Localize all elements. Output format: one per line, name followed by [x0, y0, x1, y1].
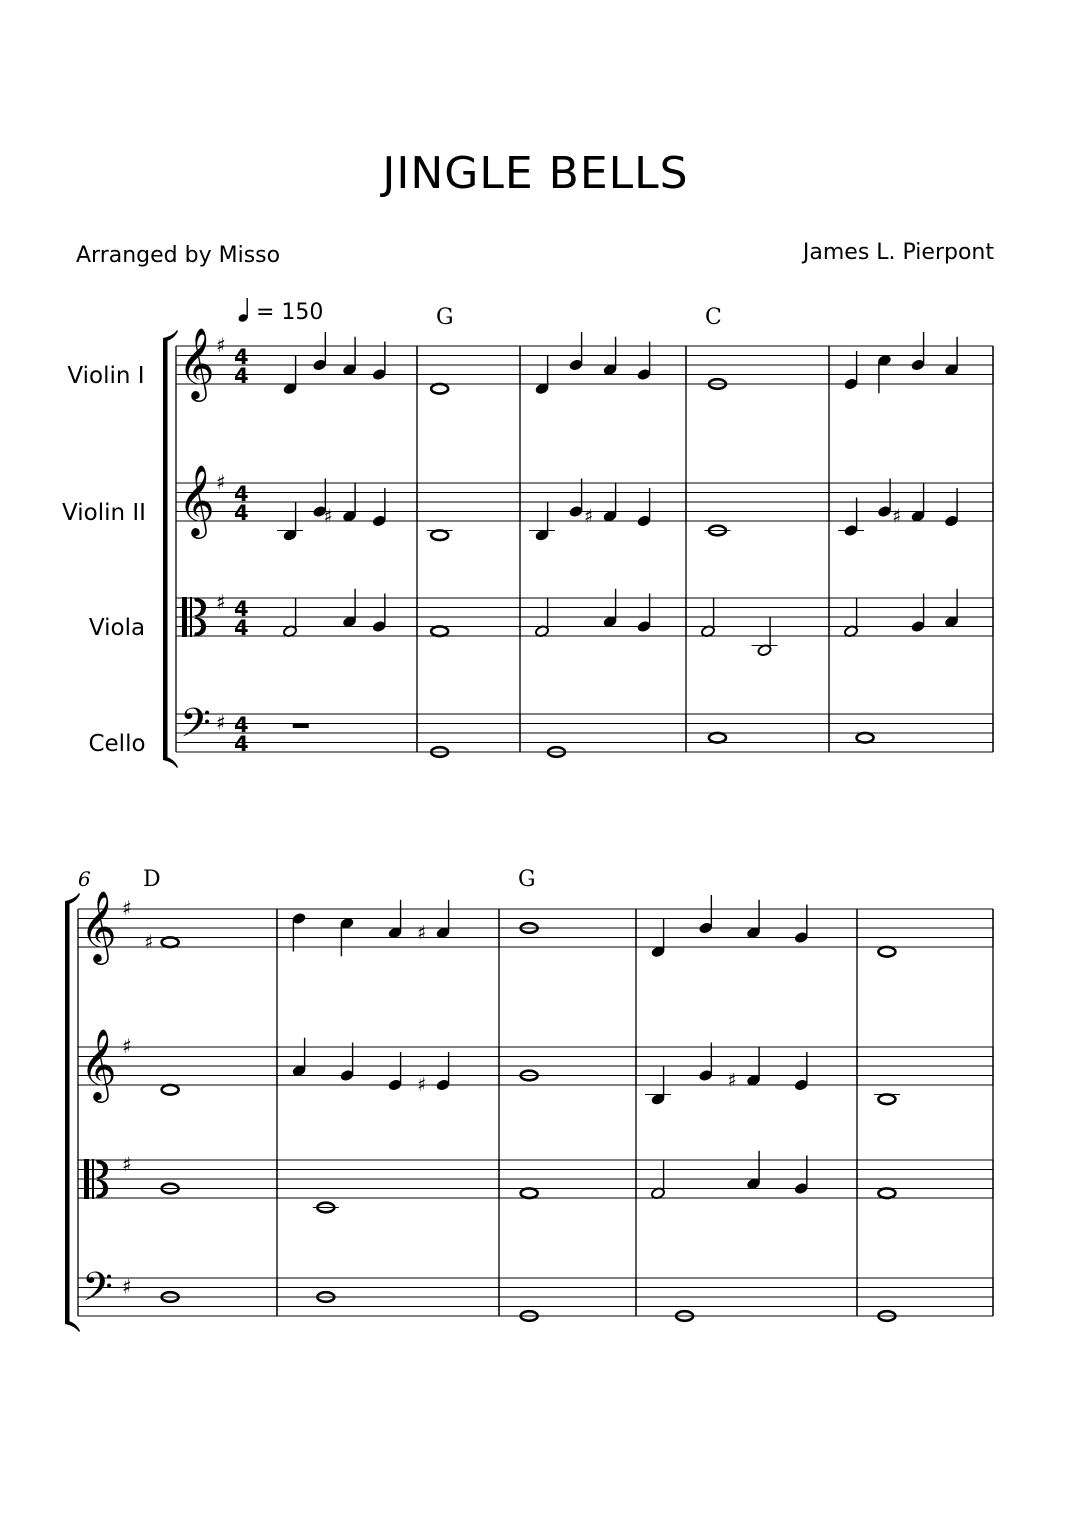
whole-note: [431, 384, 448, 394]
time-signature-bottom: 4: [234, 732, 249, 756]
instrument-label: Cello: [88, 731, 146, 757]
sharp-accidental: ♯: [144, 931, 154, 954]
alto-clef-bar: [92, 1159, 94, 1199]
system-bracket-bottom: [65, 1320, 80, 1332]
whole-rest: [293, 724, 309, 729]
key-signature-sharp: ♯: [122, 1034, 132, 1058]
arranger-credit: Arranged by Misso: [76, 243, 281, 268]
time-signature-bottom: 4: [234, 364, 249, 388]
page-title: JINGLE BELLS: [382, 148, 689, 199]
whole-note: [431, 626, 448, 636]
sharp-accidental: ♯: [584, 505, 594, 528]
bass-clef-icon: 𝄢: [180, 700, 211, 756]
time-signature-bottom: 4: [234, 501, 249, 525]
whole-note: [857, 733, 874, 743]
whole-note: [162, 1085, 179, 1095]
whole-note: [709, 733, 726, 743]
system-bracket: [163, 338, 168, 760]
key-signature-sharp: ♯: [216, 470, 226, 494]
key-signature-sharp: ♯: [122, 1151, 132, 1176]
treble-clef-icon: 𝄞: [80, 889, 117, 962]
measure-number: 6: [78, 867, 91, 891]
instrument-label: Violin I: [67, 363, 145, 389]
whole-note: [431, 530, 448, 540]
sharp-accidental: ♯: [727, 1069, 737, 1092]
whole-note: [878, 1188, 895, 1198]
alto-clef-bar: [190, 597, 192, 637]
chord-symbol: C: [705, 305, 722, 330]
treble-clef-icon: 𝄞: [178, 463, 215, 536]
chord-symbol: G: [436, 305, 454, 330]
instrument-label: Viola: [88, 615, 146, 641]
tempo-marking: = 150: [256, 300, 324, 325]
instrument-label: Violin II: [62, 500, 146, 526]
key-signature-sharp: ♯: [216, 710, 226, 735]
whole-note: [521, 1188, 538, 1198]
whole-note: [878, 1094, 895, 1104]
key-signature-sharp: ♯: [216, 333, 226, 357]
alto-clef-icon: [182, 597, 187, 637]
system-bracket: [65, 901, 70, 1324]
sharp-accidental: ♯: [323, 505, 333, 528]
time-signature-top: 4: [234, 345, 249, 369]
sharp-accidental: ♯: [417, 921, 427, 944]
key-signature-sharp: ♯: [216, 589, 226, 614]
time-signature-bottom: 4: [234, 616, 249, 640]
time-signature-top: 4: [234, 597, 249, 621]
chord-symbol: D: [143, 867, 161, 892]
whole-note: [878, 947, 895, 957]
time-signature-top: 4: [234, 713, 249, 737]
system-bracket-top: [65, 893, 80, 905]
treble-clef-icon: 𝄞: [80, 1027, 117, 1100]
composer-credit: James L. Pierpont: [802, 240, 994, 265]
sharp-accidental: ♯: [892, 505, 902, 528]
time-signature-top: 4: [234, 482, 249, 506]
system-bracket-top: [163, 330, 178, 342]
alto-clef-icon: [84, 1159, 89, 1199]
bass-clef-icon: 𝄢: [82, 1264, 113, 1320]
key-signature-sharp: ♯: [122, 1274, 132, 1299]
treble-clef-icon: 𝄞: [178, 326, 215, 399]
chord-symbol: G: [518, 867, 536, 892]
whole-note: [162, 937, 179, 947]
key-signature-sharp: ♯: [122, 896, 132, 920]
system-bracket-bottom: [163, 756, 178, 768]
sharp-accidental: ♯: [417, 1074, 427, 1096]
